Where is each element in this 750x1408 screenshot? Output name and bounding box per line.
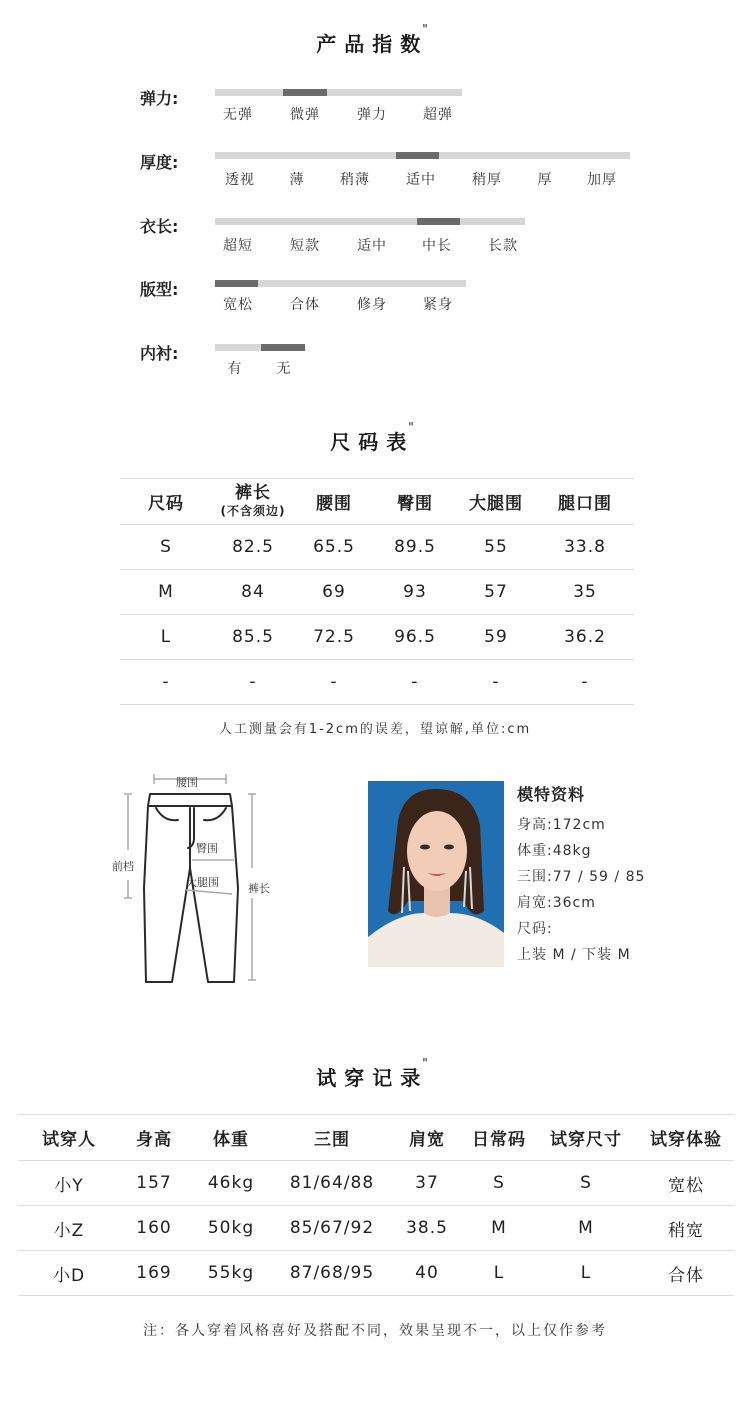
table-cell: M [491, 1218, 507, 1238]
elasticity-option: 弹力 [357, 107, 387, 123]
length-option: 超短 [223, 238, 253, 254]
try-on-row [18, 1206, 734, 1251]
table-cell: 87/68/95 [289, 1263, 375, 1283]
weight-col-header: 体重 [213, 1130, 249, 1150]
size-chart-header-row [120, 479, 634, 525]
try-on-row [18, 1251, 734, 1296]
table-cell: 57 [484, 582, 508, 602]
table-cell: - [581, 672, 589, 692]
table-cell: 稍宽 [668, 1220, 704, 1241]
table-cell: L [493, 1263, 505, 1283]
height-col-header: 身高 [136, 1130, 172, 1150]
thickness-label: 厚度: [140, 153, 179, 172]
length-selected-segment [417, 218, 460, 225]
table-cell: 37 [415, 1173, 439, 1193]
model-size-label: 尺码: [517, 921, 553, 937]
table-cell: S [580, 1173, 592, 1193]
table-cell: L [580, 1263, 592, 1283]
table-cell: 157 [136, 1173, 172, 1193]
try-on-title-text: 试穿记录 [316, 1066, 429, 1090]
fit-option: 宽松 [223, 297, 253, 313]
length-option: 长款 [488, 238, 518, 254]
elasticity-label: 弹力: [140, 89, 179, 108]
thigh-col-header: 大腿围 [469, 494, 523, 514]
fit-bar [215, 280, 466, 287]
measurements-col-header: 三围 [314, 1130, 350, 1150]
table-cell: 89.5 [394, 537, 436, 557]
thickness-bar [215, 152, 630, 159]
title-tick-mark: " [422, 22, 428, 36]
fit-option: 紧身 [423, 297, 453, 313]
diagram-thigh-label: 大腿围 [186, 876, 219, 889]
model-photo [368, 781, 504, 967]
try-on-note: 注：各人穿着风格喜好及搭配不同，效果呈现不一，以上仅作参考 [143, 1323, 607, 1339]
table-cell: 81/64/88 [289, 1173, 375, 1193]
table-cell: - [249, 672, 257, 692]
model-shoulder: 肩宽:36cm [517, 895, 596, 911]
table-cell: - [492, 672, 500, 692]
table-cell: 合体 [668, 1265, 704, 1286]
model-height: 身高:172cm [517, 817, 606, 833]
length-col-header [212, 479, 294, 525]
table-cell: S [493, 1173, 505, 1193]
table-cell: 小Y [54, 1175, 84, 1196]
model-portrait-icon [368, 781, 504, 967]
model-size-value: 上装 M / 下装 M [517, 947, 631, 963]
table-cell: 169 [136, 1263, 172, 1283]
size-col-header: 尺码 [148, 494, 184, 514]
table-cell: 40 [415, 1263, 439, 1283]
table-cell: 65.5 [313, 537, 355, 557]
hem-col-header: 腿口围 [558, 494, 612, 514]
pants-measurement-diagram [108, 768, 278, 990]
lining-bar [215, 344, 305, 351]
thickness-option: 透视 [225, 172, 255, 188]
table-cell: 小D [52, 1265, 86, 1286]
table-cell: 38.5 [406, 1218, 448, 1238]
fit-option: 合体 [290, 297, 320, 313]
try-on-table [18, 1114, 734, 1296]
size-row-l [120, 615, 634, 660]
length-col-header-sub: (不含须边) [220, 503, 286, 518]
table-cell: 46kg [207, 1173, 255, 1193]
lining-selected-segment [261, 344, 305, 351]
elasticity-option: 微弹 [290, 107, 320, 123]
table-cell: 50kg [207, 1218, 255, 1238]
length-option: 短款 [290, 238, 320, 254]
thickness-option: 稍薄 [340, 172, 370, 188]
title-tick-mark: " [422, 1056, 428, 1070]
table-cell: 宽松 [668, 1175, 704, 1196]
table-cell: 55 [484, 537, 508, 557]
thickness-option: 加厚 [587, 172, 617, 188]
table-cell: 93 [403, 582, 427, 602]
usual-size-col-header: 日常码 [472, 1130, 526, 1150]
length-bar [215, 218, 525, 225]
length-option: 适中 [357, 238, 387, 254]
thickness-option: 薄 [289, 172, 305, 188]
product-index-title-text: 产品指数 [316, 32, 429, 56]
model-measurements: 三围:77 / 59 / 85 [517, 869, 646, 885]
diagram-length-label: 裤长 [248, 882, 270, 895]
size-row-m [120, 570, 634, 615]
table-cell: 160 [136, 1218, 172, 1238]
model-weight: 体重:48kg [517, 843, 592, 859]
table-cell: M [578, 1218, 594, 1238]
tried-size-col-header: 试穿尺寸 [550, 1130, 622, 1150]
fit-option: 修身 [357, 297, 387, 313]
try-on-title [0, 1056, 750, 1091]
try-on-row [18, 1161, 734, 1206]
table-cell: L [160, 627, 172, 647]
length-label: 衣长: [140, 217, 179, 236]
table-cell: 72.5 [313, 627, 355, 647]
thickness-selected-segment [396, 152, 439, 159]
table-cell: S [160, 537, 172, 557]
table-cell: 36.2 [564, 627, 606, 647]
size-chart-title [0, 420, 750, 455]
size-row-empty [120, 660, 634, 705]
shoulder-col-header: 肩宽 [409, 1130, 445, 1150]
thickness-option: 适中 [406, 172, 436, 188]
product-index-title [0, 22, 750, 57]
model-info-title: 模特资料 [517, 785, 586, 804]
table-cell: 85/67/92 [289, 1218, 375, 1238]
elasticity-bar [215, 89, 462, 96]
waist-col-header: 腰围 [316, 494, 352, 514]
length-col-header-text: 裤长 [235, 482, 271, 503]
elasticity-selected-segment [283, 89, 327, 96]
table-cell: M [158, 582, 174, 602]
table-cell: 69 [322, 582, 346, 602]
experience-col-header: 试穿体验 [650, 1130, 722, 1150]
title-tick-mark: " [408, 420, 414, 434]
table-cell: 84 [241, 582, 265, 602]
length-option: 中长 [422, 238, 452, 254]
lining-option: 有 [227, 361, 243, 377]
table-cell: 55kg [207, 1263, 255, 1283]
fit-label: 版型: [140, 280, 179, 299]
table-cell: 小Z [53, 1220, 85, 1241]
hip-col-header: 臀围 [397, 494, 433, 514]
table-cell: 85.5 [232, 627, 274, 647]
lining-option: 无 [276, 361, 292, 377]
thickness-option: 稍厚 [472, 172, 502, 188]
table-cell: 59 [484, 627, 508, 647]
thickness-option: 厚 [537, 172, 553, 188]
size-chart-table [120, 478, 634, 705]
table-cell: - [411, 672, 419, 692]
try-on-header-row [18, 1115, 734, 1161]
table-cell: - [162, 672, 170, 692]
size-chart-title-text: 尺码表 [330, 430, 415, 454]
table-cell: 33.8 [564, 537, 606, 557]
tester-col-header: 试穿人 [42, 1130, 96, 1150]
lining-label: 内衬: [140, 344, 179, 363]
diagram-hip-label: 臀围 [196, 842, 218, 855]
elasticity-option: 超弹 [423, 107, 453, 123]
table-cell: 96.5 [394, 627, 436, 647]
table-cell: 82.5 [232, 537, 274, 557]
measurement-note: 人工测量会有1-2cm的误差，望谅解,单位:cm [218, 722, 532, 737]
table-cell: 35 [573, 582, 597, 602]
table-cell: - [330, 672, 338, 692]
fit-selected-segment [215, 280, 258, 287]
elasticity-option: 无弹 [223, 107, 253, 123]
diagram-rise-label: 前档 [112, 860, 134, 873]
diagram-waist-label: 腰围 [176, 776, 198, 789]
size-row-s [120, 525, 634, 570]
